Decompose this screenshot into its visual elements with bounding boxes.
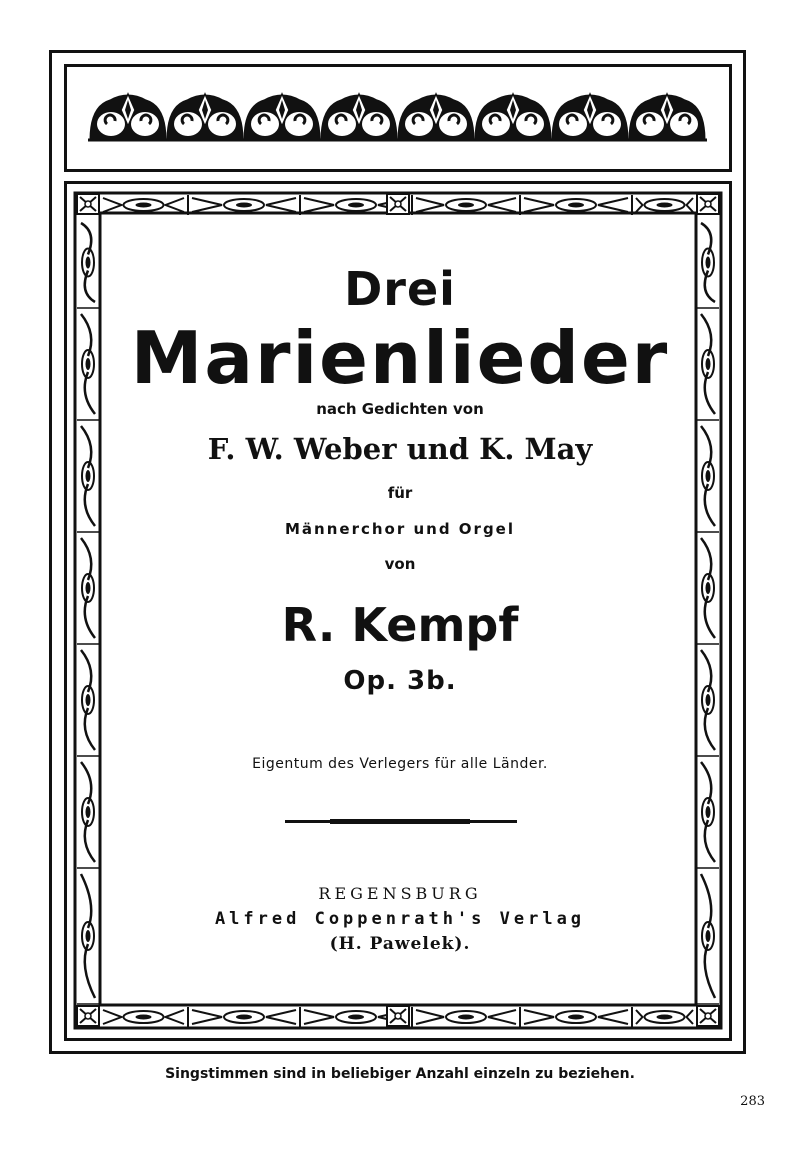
divider-rule-center <box>330 819 470 824</box>
border-scroll <box>697 762 719 868</box>
rights-notice: Eigentum des Verlegers für alle Länder. <box>252 756 548 772</box>
corner-ornament <box>697 194 719 214</box>
subtitle: nach Gedichten von <box>316 400 484 418</box>
fuer-label: für <box>387 484 413 502</box>
border-scroll <box>77 762 99 868</box>
scoring: Männerchor und Orgel <box>285 520 515 538</box>
publisher-owner: (H. Pawelek). <box>329 934 471 954</box>
corner-ornament <box>387 194 409 214</box>
border-scroll <box>524 1007 632 1027</box>
corner-ornament <box>387 1006 409 1026</box>
footer-note: Singstimmen sind in beliebiger Anzahl einzeln zu beziehen. <box>165 1066 635 1082</box>
border-scroll <box>636 1007 697 1027</box>
composer: R. Kempf <box>281 598 519 652</box>
border-scroll <box>416 1007 520 1027</box>
border-scroll <box>103 1007 188 1027</box>
title-line-1: Drei <box>344 262 456 316</box>
corner-ornament <box>77 194 99 214</box>
publisher-name: Alfred Coppenrath's Verlag <box>214 909 586 929</box>
border-scroll <box>192 1007 300 1027</box>
corner-ornament <box>697 1006 719 1026</box>
opus-number: Op. 3b. <box>343 666 457 696</box>
title-line-2: Marienlieder <box>130 316 670 400</box>
poets: F. W. Weber und K. May <box>207 432 593 466</box>
publisher-city: REGENSBURG <box>318 884 482 903</box>
von-label: von <box>384 555 416 573</box>
corner-ornament <box>77 1006 99 1026</box>
page-number: 283 <box>740 1094 765 1109</box>
